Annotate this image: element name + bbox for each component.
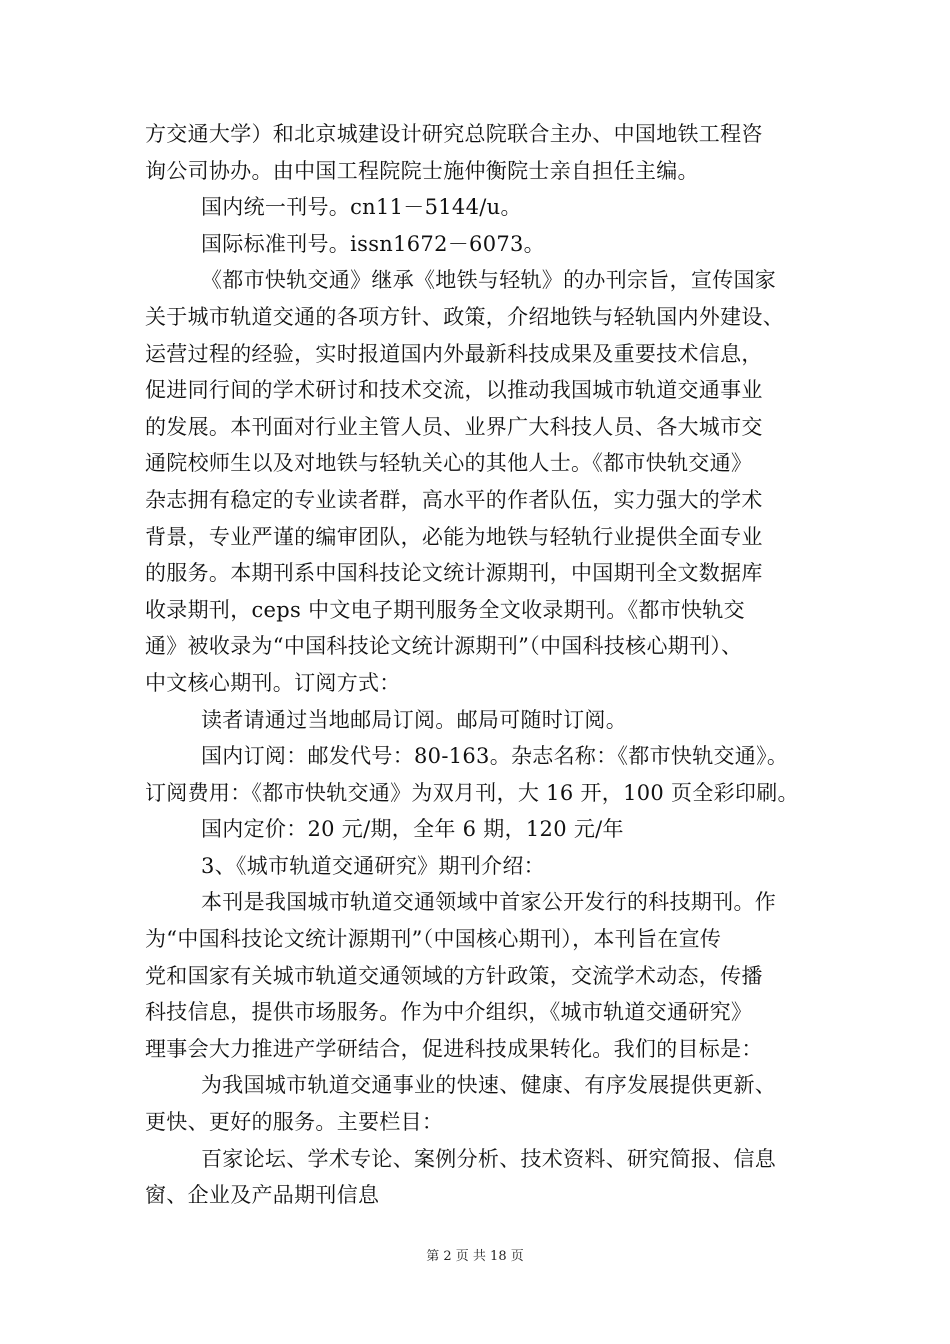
text-line: 通院校师生以及对地铁与轻轨关心的其他人士。《都市快轨交通》 [145,451,753,476]
text-line: 党和国家有关城市轨道交通领域的方针政策，交流学术动态，传播 [145,963,763,988]
text-line: 关于城市轨道交通的各项方针、政策，介绍地铁与轻轨国内外建设、 [145,304,784,329]
page-number-footer: 第 2 页 共 18 页 [426,1249,524,1264]
text-line: 国内定价：20 元/期，全年 6 期，120 元/年 [201,817,624,842]
text-line: 国内订阅：邮发代号：80-163。杂志名称：《都市快轨交通》。 [201,744,789,769]
text-line: 更快、更好的服务。主要栏目： [145,1110,444,1135]
text-line: 国际标准刊号。issn1672－6073。 [201,231,545,256]
text-line: 3、《城市轨道交通研究》期刊介绍： [201,853,545,878]
text-line: 杂志拥有稳定的专业读者群，高水平的作者队伍，实力强大的学术 [145,487,763,512]
text-line: 为“中国科技论文统计源期刊”（中国核心期刊），本刊旨在宣传 [145,927,722,952]
text-line: 的服务。本期刊系中国科技论文统计源期刊，中国期刊全文数据库 [145,561,763,586]
text-line: 为我国城市轨道交通事业的快速、健康、有序发展提供更新、 [201,1073,777,1098]
text-line: 《都市快轨交通》继承《地铁与轻轨》的办刊宗旨，宣传国家 [201,268,777,293]
text-line: 询公司协办。由中国工程院院士施仲衡院士亲自担任主编。 [145,158,699,183]
text-line: 通》被收录为“中国科技论文统计源期刊”（中国科技核心期刊）、 [145,634,743,659]
text-line: 本刊是我国城市轨道交通领域中首家公开发行的科技期刊。作 [201,890,777,915]
text-line: 的发展。本刊面对行业主管人员、业界广大科技人员、各大城市交 [145,414,763,439]
text-line: 理事会大力推进产学研结合，促进科技成果转化。我们的目标是： [145,1036,763,1061]
text-line: 中文核心期刊。订阅方式： [145,670,401,695]
text-line: 订阅费用：《都市快轨交通》为双月刊，大 16 开，100 页全彩印刷。 [145,780,799,805]
text-line: 国内统一刊号。cn11－5144/u。 [201,195,522,220]
text-line: 科技信息，提供市场服务。作为中介组织，《城市轨道交通研究》 [145,1000,753,1025]
text-line: 背景，专业严谨的编审团队，必能为地铁与轻轨行业提供全面专业 [145,524,763,549]
text-line: 百家论坛、学术专论、案例分析、技术资料、研究简报、信息 [201,1146,777,1171]
text-line: 方交通大学）和北京城建设计研究总院联合主办、中国地铁工程咨 [145,122,763,146]
text-line: 促进同行间的学术研讨和技术交流，以推动我国城市轨道交通事业 [145,378,763,403]
text-line: 窗、企业及产品期刊信息 [145,1183,380,1208]
text-line: 运营过程的经验，实时报道国内外最新科技成果及重要技术信息， [145,341,763,366]
body-text [145,116,825,1214]
text-line: 收录期刊，ceps 中文电子期刊服务全文收录期刊。《都市快轨交 [145,597,745,622]
text-line: 读者请通过当地邮局订阅。邮局可随时订阅。 [201,707,627,732]
